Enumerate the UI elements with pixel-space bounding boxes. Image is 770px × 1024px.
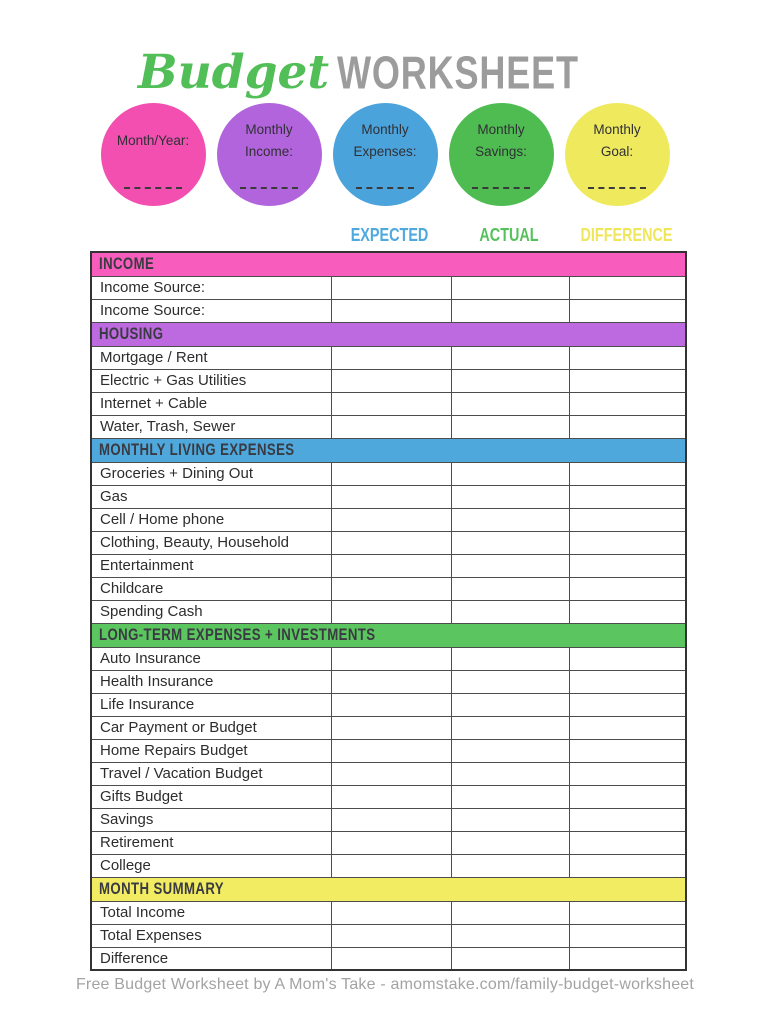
actual-cell (451, 924, 569, 947)
table-row (91, 554, 686, 577)
budget-worksheet-page (0, 44, 770, 1024)
table-row (91, 485, 686, 508)
actual-cell (451, 716, 569, 739)
circle-label-line: Income: (244, 143, 294, 159)
difference-cell (569, 647, 686, 670)
circle-monthly-income (217, 103, 322, 206)
row-label: Income Source: (91, 299, 331, 322)
section-title: HOUSING (99, 324, 164, 343)
expected-cell (331, 831, 451, 854)
row-label: Income Source: (91, 276, 331, 299)
column-headers (90, 224, 770, 246)
table-row (91, 670, 686, 693)
table-row (91, 531, 686, 554)
expected-cell (331, 276, 451, 299)
circle-label-line: Goal: (600, 143, 634, 159)
actual-cell (451, 577, 569, 600)
expected-cell (331, 554, 451, 577)
expected-cell (331, 808, 451, 831)
actual-cell (451, 276, 569, 299)
section-header-income (91, 252, 686, 276)
row-label: Water, Trash, Sewer (91, 415, 331, 438)
expected-cell (331, 670, 451, 693)
actual-cell (451, 831, 569, 854)
circle-label (333, 103, 438, 163)
table-row (91, 577, 686, 600)
table-row (91, 901, 686, 924)
difference-cell (569, 739, 686, 762)
circle-label-line: Monthly (245, 121, 293, 137)
expected-cell (331, 531, 451, 554)
table-row (91, 716, 686, 739)
actual-cell (451, 739, 569, 762)
difference-cell (569, 716, 686, 739)
difference-cell (569, 392, 686, 415)
actual-cell (451, 693, 569, 716)
table-row (91, 647, 686, 670)
table-row (91, 854, 686, 877)
actual-cell (451, 369, 569, 392)
table-row (91, 762, 686, 785)
actual-cell (451, 762, 569, 785)
row-label: Groceries + Dining Out (91, 462, 331, 485)
row-label: Life Insurance (91, 693, 331, 716)
circle-label-line: Monthly (477, 121, 525, 137)
section-row-long-term-expenses-investments (91, 623, 686, 647)
difference-cell (569, 785, 686, 808)
table-row (91, 600, 686, 623)
table-row (91, 508, 686, 531)
circle-label-line: Month/Year: (116, 132, 190, 148)
actual-cell (451, 600, 569, 623)
row-label: Car Payment or Budget (91, 716, 331, 739)
section-title: LONG-TERM EXPENSES + INVESTMENTS (99, 625, 376, 644)
column-header-expected (330, 225, 450, 246)
actual-cell (451, 415, 569, 438)
actual-cell (451, 647, 569, 670)
difference-cell (569, 346, 686, 369)
expected-cell (331, 346, 451, 369)
actual-cell (451, 808, 569, 831)
fill-in-blank-line (124, 187, 182, 189)
table-row (91, 415, 686, 438)
difference-cell (569, 508, 686, 531)
expected-cell (331, 392, 451, 415)
circle-label (565, 103, 670, 163)
row-label: Clothing, Beauty, Household (91, 531, 331, 554)
section-row-month-summary (91, 877, 686, 901)
expected-cell (331, 508, 451, 531)
section-row-income (91, 252, 686, 276)
section-header-housing (91, 322, 686, 346)
circle-month-year (101, 103, 206, 206)
fill-in-blank-line (356, 187, 414, 189)
row-label: Electric + Gas Utilities (91, 369, 331, 392)
actual-cell (451, 392, 569, 415)
table-row (91, 808, 686, 831)
row-label: Total Income (91, 901, 331, 924)
difference-cell (569, 600, 686, 623)
actual-cell (451, 854, 569, 877)
circle-monthly-savings (449, 103, 554, 206)
actual-cell (451, 346, 569, 369)
actual-cell (451, 462, 569, 485)
expected-cell (331, 716, 451, 739)
difference-cell (569, 808, 686, 831)
actual-cell (451, 485, 569, 508)
table-row (91, 392, 686, 415)
expected-cell (331, 577, 451, 600)
section-header-monthly-living-expenses (91, 438, 686, 462)
expected-cell (331, 693, 451, 716)
row-label: Travel / Vacation Budget (91, 762, 331, 785)
difference-cell (569, 554, 686, 577)
circle-monthly-goal (565, 103, 670, 206)
circle-label-line: Expenses: (353, 143, 417, 159)
row-label: Difference (91, 947, 331, 970)
row-label: Home Repairs Budget (91, 739, 331, 762)
difference-cell (569, 299, 686, 322)
section-row-housing (91, 322, 686, 346)
column-header-actual (450, 225, 568, 246)
section-header-month-summary (91, 877, 686, 901)
table-row (91, 924, 686, 947)
circle-label-line: Monthly (593, 121, 641, 137)
section-title: MONTHLY LIVING EXPENSES (99, 440, 295, 459)
row-label: Auto Insurance (91, 647, 331, 670)
row-label: College (91, 854, 331, 877)
difference-cell (569, 924, 686, 947)
footer-credit: Free Budget Worksheet by A Mom's Take - amomstake.com/family-budget-worksheet (75, 976, 695, 993)
row-label: Entertainment (91, 554, 331, 577)
summary-circles (0, 103, 770, 208)
section-header-long-term-expenses-investments (91, 623, 686, 647)
row-label: Childcare (91, 577, 331, 600)
table-row (91, 462, 686, 485)
table-row (91, 369, 686, 392)
expected-cell (331, 485, 451, 508)
circle-label-line: Monthly (361, 121, 409, 137)
circle-label (101, 103, 206, 163)
expected-cell (331, 762, 451, 785)
actual-cell (451, 670, 569, 693)
expected-cell (331, 299, 451, 322)
table-row (91, 947, 686, 970)
row-label: Gas (91, 485, 331, 508)
expected-cell (331, 901, 451, 924)
title-word-budget: Budget (137, 45, 330, 100)
expected-cell (331, 415, 451, 438)
table-row (91, 299, 686, 322)
table-row (91, 739, 686, 762)
table-row (91, 346, 686, 369)
difference-cell (569, 854, 686, 877)
actual-cell (451, 531, 569, 554)
expected-cell (331, 462, 451, 485)
actual-cell (451, 508, 569, 531)
column-header-difference (568, 225, 685, 246)
difference-cell (569, 901, 686, 924)
row-label: Cell / Home phone (91, 508, 331, 531)
expected-cell (331, 647, 451, 670)
fill-in-blank-line (472, 187, 530, 189)
table-row (91, 831, 686, 854)
row-label: Internet + Cable (91, 392, 331, 415)
page-title (0, 44, 770, 102)
table-row (91, 276, 686, 299)
difference-cell (569, 693, 686, 716)
expected-cell (331, 369, 451, 392)
circle-monthly-expenses (333, 103, 438, 206)
title-word-worksheet: WORKSHEET (337, 47, 580, 100)
section-title: MONTH SUMMARY (99, 879, 224, 898)
row-label: Retirement (91, 831, 331, 854)
actual-cell (451, 947, 569, 970)
circle-label-line: Savings: (475, 143, 527, 159)
row-label: Spending Cash (91, 600, 331, 623)
actual-cell (451, 785, 569, 808)
circle-label (217, 103, 322, 163)
table-row (91, 785, 686, 808)
expected-cell (331, 739, 451, 762)
fill-in-blank-line (588, 187, 646, 189)
difference-cell (569, 276, 686, 299)
budget-table (90, 251, 687, 971)
column-header-label: EXPECTED (351, 225, 429, 245)
difference-cell (569, 462, 686, 485)
expected-cell (331, 785, 451, 808)
difference-cell (569, 947, 686, 970)
row-label: Savings (91, 808, 331, 831)
column-header-label: DIFFERENCE (580, 225, 673, 245)
row-label: Total Expenses (91, 924, 331, 947)
fill-in-blank-line (240, 187, 298, 189)
difference-cell (569, 415, 686, 438)
difference-cell (569, 369, 686, 392)
row-label: Gifts Budget (91, 785, 331, 808)
expected-cell (331, 854, 451, 877)
table-row (91, 693, 686, 716)
difference-cell (569, 831, 686, 854)
difference-cell (569, 670, 686, 693)
difference-cell (569, 531, 686, 554)
actual-cell (451, 901, 569, 924)
column-header-label: ACTUAL (479, 225, 539, 245)
difference-cell (569, 577, 686, 600)
difference-cell (569, 485, 686, 508)
expected-cell (331, 600, 451, 623)
section-row-monthly-living-expenses (91, 438, 686, 462)
section-title: INCOME (99, 254, 155, 273)
actual-cell (451, 299, 569, 322)
row-label: Health Insurance (91, 670, 331, 693)
circle-label (449, 103, 554, 163)
difference-cell (569, 762, 686, 785)
row-label: Mortgage / Rent (91, 346, 331, 369)
actual-cell (451, 554, 569, 577)
expected-cell (331, 924, 451, 947)
expected-cell (331, 947, 451, 970)
